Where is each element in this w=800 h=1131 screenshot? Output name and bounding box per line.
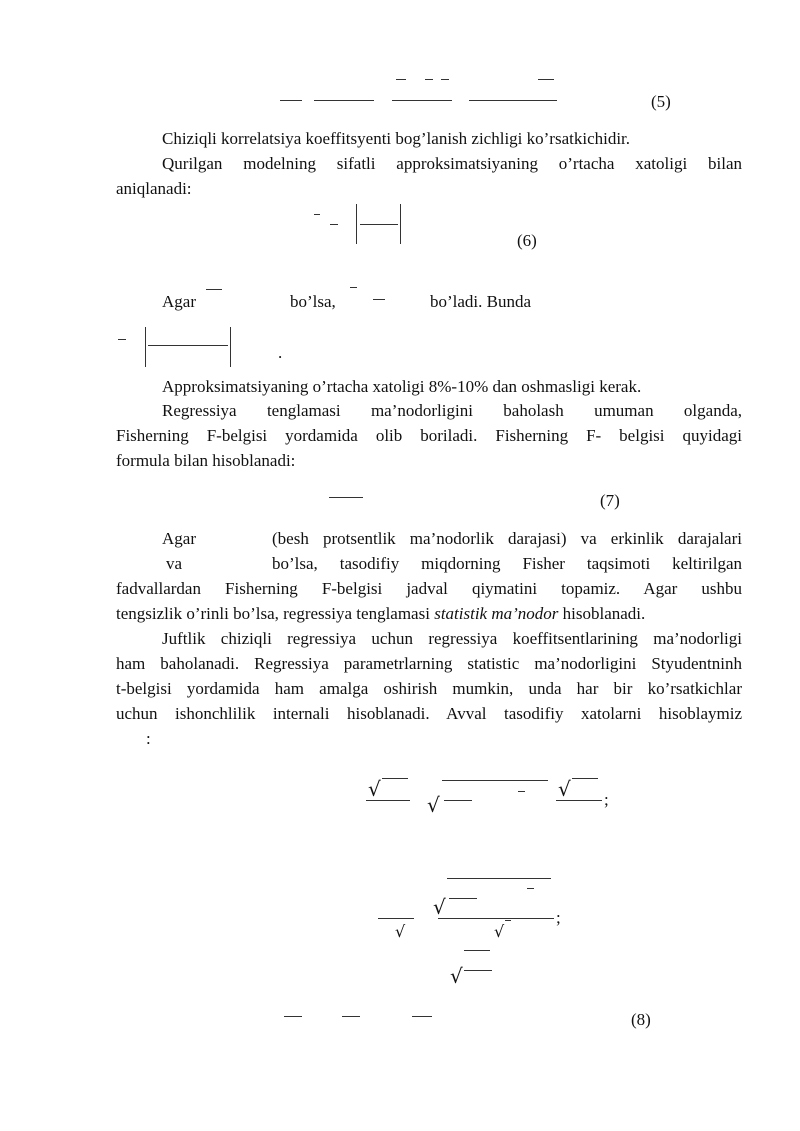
equation-number-5: (5): [651, 92, 671, 111]
significance-line4-post: hisoblanadi.: [558, 604, 646, 623]
paragraph-significance-va: va: [166, 554, 183, 573]
paragraph-student-line1: Juftlik chiziqli regressiya uchun regressiya koeffitsentlarining ma’nodorligi: [162, 629, 742, 648]
paragraph-model-quality-line1: Qurilgan modelning sifatli approksimatsiyaning o’rtacha xatoligi bilan: [162, 154, 742, 173]
paragraph-significance-agar: Agar: [162, 529, 196, 548]
paragraph-correlation: Chiziqli korrelatsiya koeffitsyenti bog’lanish zichligi ko’rsatkichidir.: [162, 129, 631, 148]
paragraph-student-colon: :: [146, 729, 151, 748]
equation-number-6: (6): [517, 231, 537, 250]
paragraph-significance-line4: [116, 604, 645, 624]
sqrt-icon: √: [368, 777, 381, 801]
paragraph-student-line3: t-belgisi yordamida ham amalga oshirish mumkin, unda har bir ko’rsatkichlar: [116, 679, 742, 698]
sqrt-icon: √: [427, 793, 440, 817]
condition-agar: Agar: [162, 292, 196, 311]
paragraph-fisher-line3: formula bilan hisoblanadi:: [116, 451, 296, 470]
paragraph-fisher-line1: Regressiya tenglamasi ma’nodorligini baholash umuman olganda,: [162, 401, 742, 420]
condition-boladi: bo’ladi. Bunda: [430, 292, 532, 311]
significance-line4-pre: tengsizlik o’rinli bo’lsa, regressiya tenglamasi: [116, 604, 435, 623]
equation-8b-semicolon: ;: [556, 908, 561, 927]
paragraph-significance-line2: bo’lsa, tasodifiy miqdorning Fisher taqsimoti keltirilgan: [272, 554, 742, 573]
equation-bunda-dot: .: [278, 343, 283, 362]
paragraph-model-quality-line2: aniqlanadi:: [116, 179, 192, 198]
significance-statistic-term: statistik ma’nodor: [434, 604, 559, 623]
sqrt-icon: √: [494, 922, 505, 941]
paragraph-approx-error: Approksimatsiyaning o’rtacha xatoligi 8%-10% dan oshmasligi kerak.: [162, 377, 642, 396]
sqrt-icon: √: [558, 777, 571, 801]
condition-bolsa: bo’lsa,: [290, 292, 336, 311]
equation-8a-semicolon: ;: [604, 790, 609, 809]
equation-number-7: (7): [600, 491, 620, 510]
sqrt-icon: √: [395, 922, 406, 941]
paragraph-significance-line1: (besh protsentlik ma’nodorlik darajasi) va erkinlik darajalari: [272, 529, 742, 548]
paragraph-student-line2: ham baholanadi. Regressiya parametrlarning statistic ma’nodorligini Styudentninh: [116, 654, 742, 673]
sqrt-icon: √: [433, 895, 446, 919]
sqrt-icon: √: [450, 964, 463, 988]
equation-number-8: (8): [631, 1010, 651, 1029]
paragraph-fisher-line2: Fisherning F-belgisi yordamida olib boriladi. Fisherning F- belgisi quyidagi: [116, 426, 742, 445]
paragraph-significance-line3: fadvallardan Fisherning F-belgisi jadval qiymatini topamiz. Agar ushbu: [116, 579, 742, 598]
paragraph-student-line4: uchun ishonchlilik internali hisoblanadi. Avval tasodifiy xatolarni hisoblaymiz: [116, 704, 742, 723]
